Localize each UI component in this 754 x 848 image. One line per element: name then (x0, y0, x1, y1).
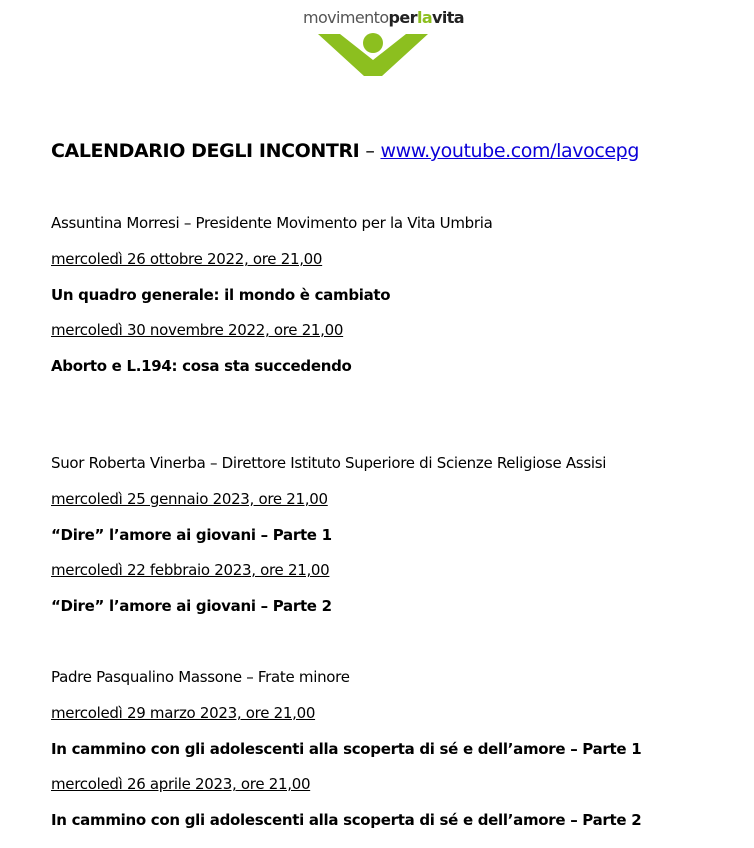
session-date: mercoledì 26 aprile 2023, ore 21,00 (51, 775, 311, 793)
session-date: mercoledì 26 ottobre 2022, ore 21,00 (51, 250, 323, 268)
session-date: mercoledì 29 marzo 2023, ore 21,00 (51, 704, 316, 722)
session-topic: In cammino con gli adolescenti alla scoperta di sé e dell’amore – Parte 1 (51, 740, 642, 758)
speaker-line: Suor Roberta Vinerba – Direttore Istituto Superiore di Scienze Religiose Assisi (51, 454, 607, 472)
title-separator: – (365, 140, 375, 162)
logo-word-4: vita (432, 8, 464, 27)
logo-word-1: movimento (303, 8, 389, 27)
session-date: mercoledì 22 febbraio 2023, ore 21,00 (51, 561, 330, 579)
session-topic: Aborto e L.194: cosa sta succedendo (51, 357, 352, 375)
session-date: mercoledì 25 gennaio 2023, ore 21,00 (51, 490, 328, 508)
speaker-line: Padre Pasqualino Massone – Frate minore (51, 668, 350, 686)
session-topic: “Dire” l’amore ai giovani – Parte 2 (51, 597, 332, 615)
title-text: CALENDARIO DEGLI INCONTRI (51, 140, 360, 162)
logo-figure-icon (318, 30, 428, 78)
session-topic: In cammino con gli adolescenti alla scoperta di sé e dell’amore – Parte 2 (51, 811, 642, 829)
movimento-per-la-vita-logo (300, 6, 464, 78)
logo-word-2: per (388, 8, 417, 27)
page-title (51, 140, 639, 162)
session-date: mercoledì 30 novembre 2022, ore 21,00 (51, 321, 344, 339)
logo-wordmark (303, 8, 464, 27)
session-topic: Un quadro generale: il mondo è cambiato (51, 286, 391, 304)
speaker-line: Assuntina Morresi – Presidente Movimento per la Vita Umbria (51, 214, 493, 232)
session-topic: “Dire” l’amore ai giovani – Parte 1 (51, 526, 332, 544)
logo-word-3: la (416, 8, 433, 27)
youtube-link[interactable]: www.youtube.com/lavocepg (380, 140, 639, 162)
